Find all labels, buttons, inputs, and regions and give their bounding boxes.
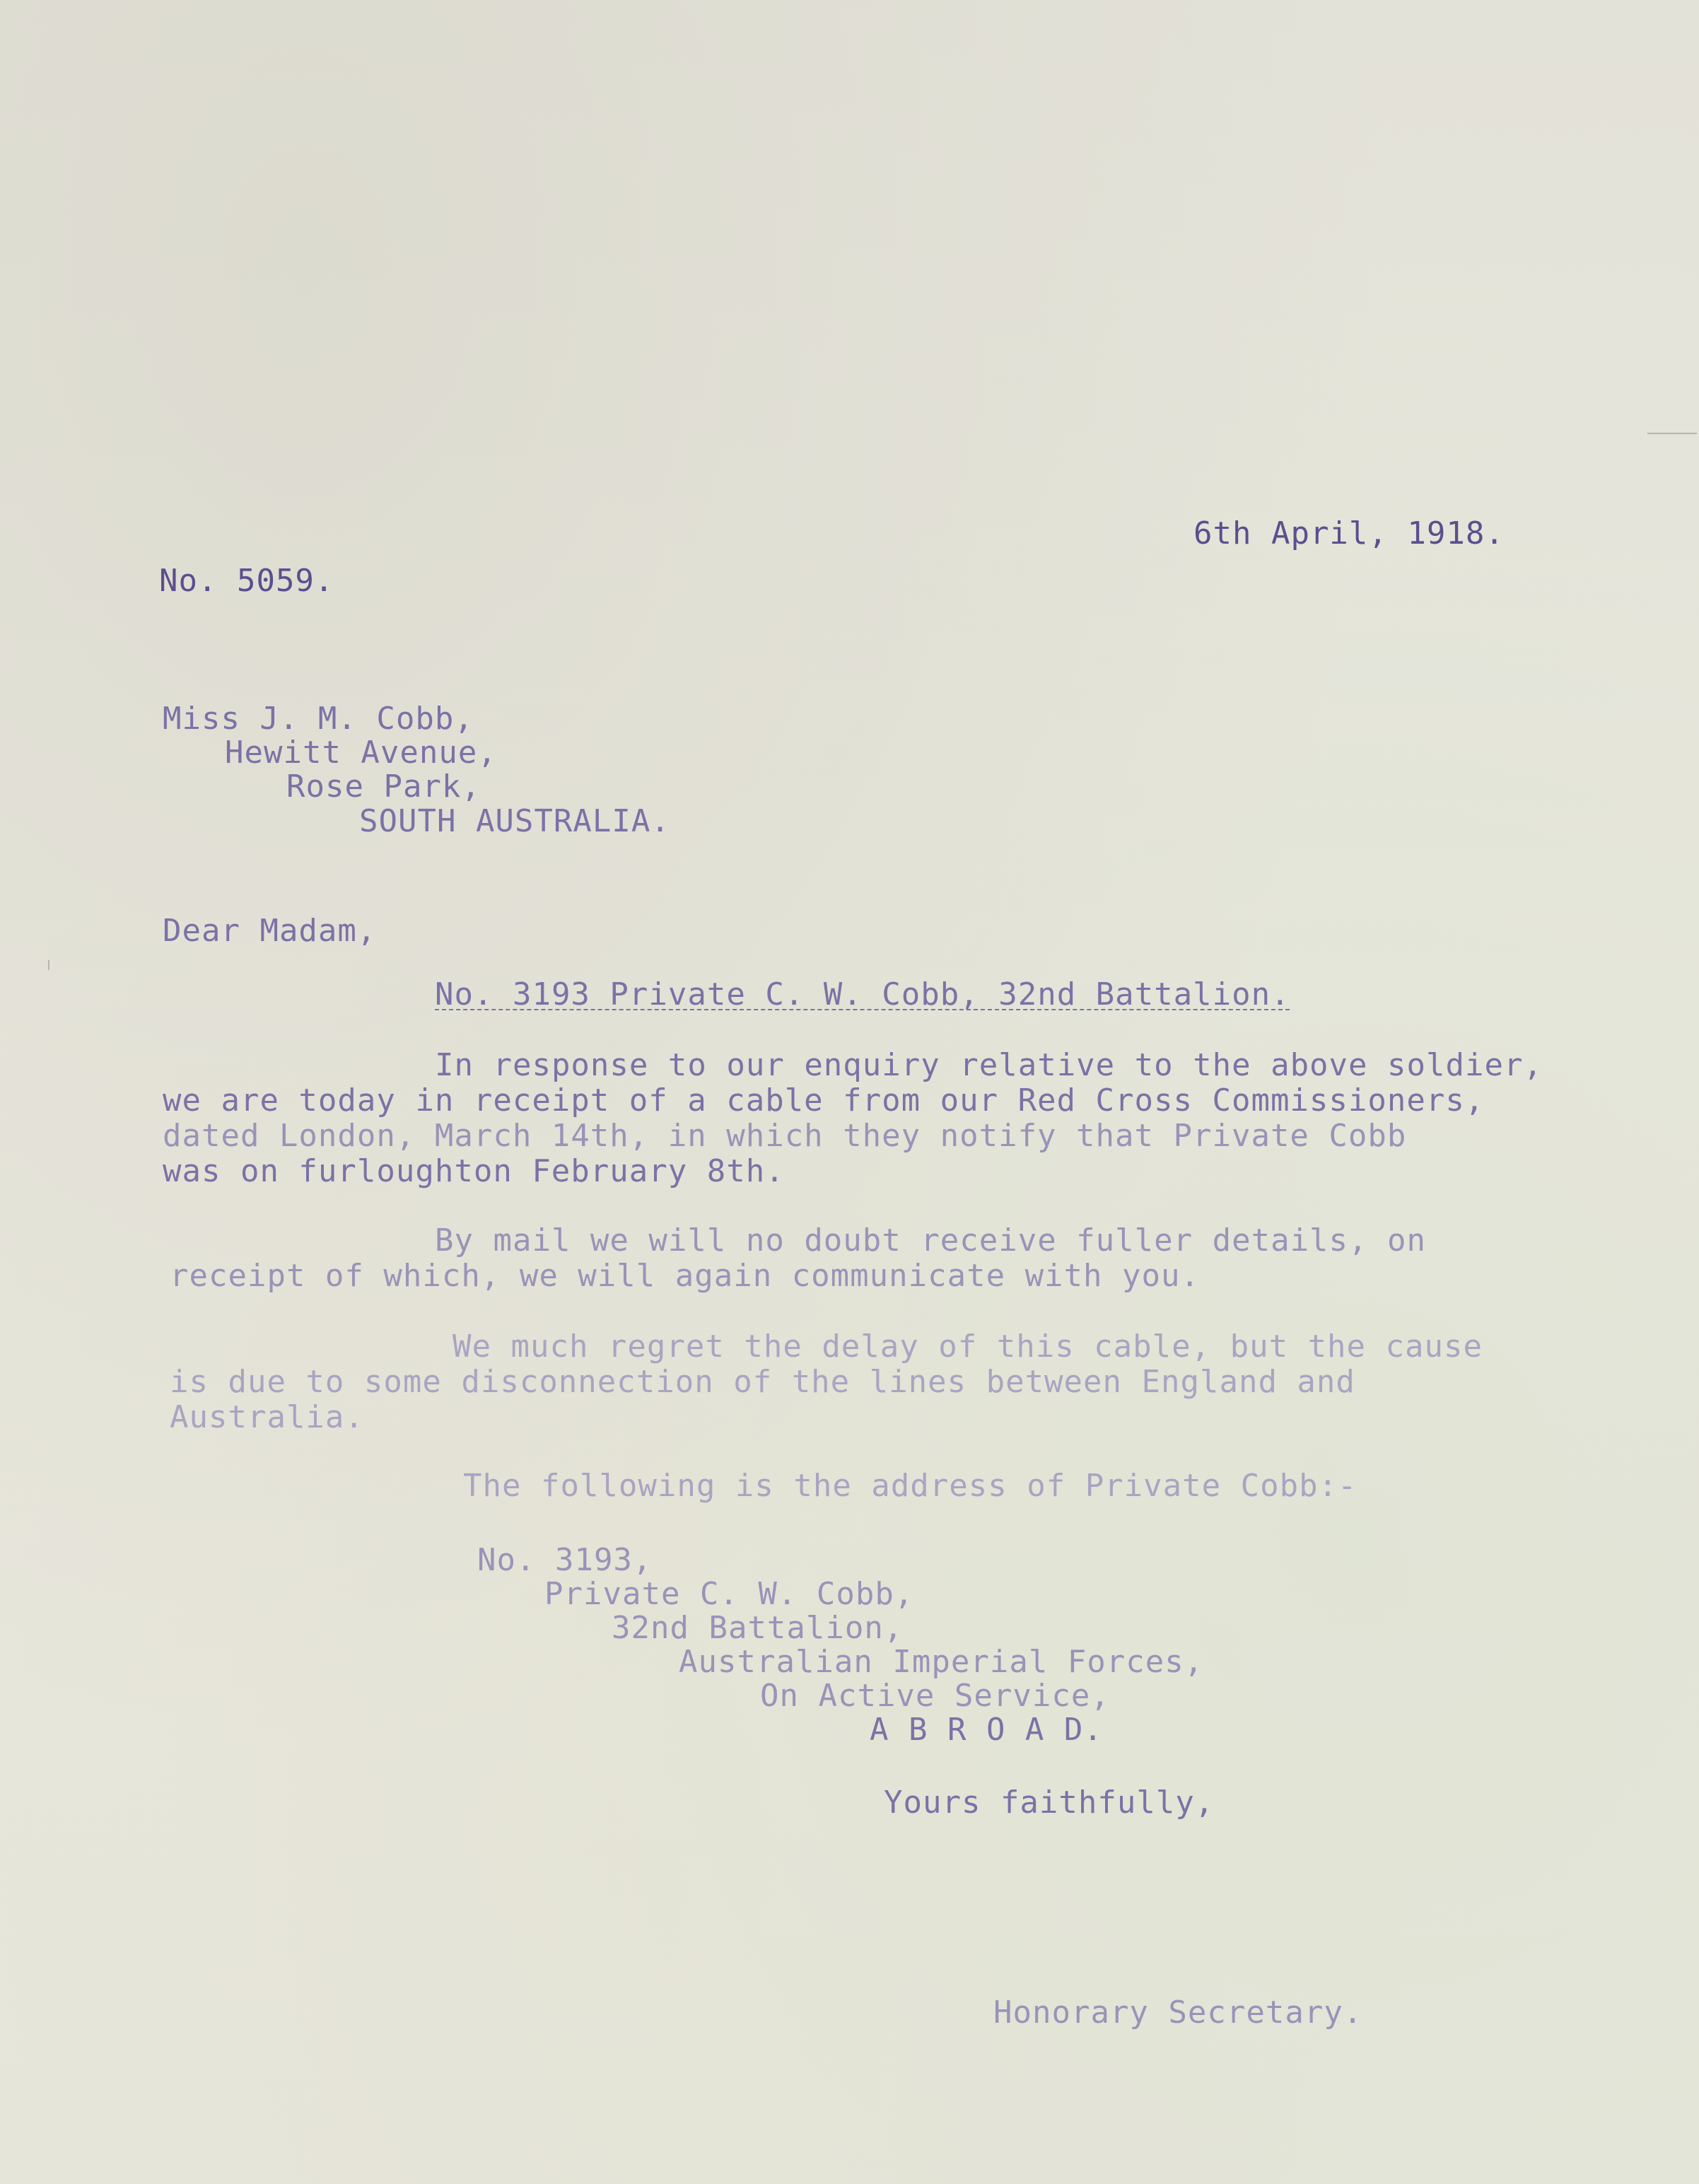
paper-crease-mark [1647,433,1697,434]
recipient-street: Hewitt Avenue, [225,735,497,771]
soldier-address-line-5: On Active Service, [760,1678,1110,1714]
soldier-address-line-1: No. 3193, [477,1542,653,1578]
letter-date: 6th April, 1918. [1193,515,1505,551]
recipient-name: Miss J. M. Cobb, [163,701,474,737]
paragraph-1-line-4: was on furloughton February 8th. [163,1153,785,1189]
reference-number: No. 5059. [159,563,334,599]
paragraph-1-line-3: dated London, March 14th, in which they notify that Private Cobb [163,1118,1407,1154]
closing: Yours faithfully, [884,1785,1215,1821]
paragraph-2-line-2: receipt of which, we will again communicate with you. [170,1258,1200,1294]
recipient-state: SOUTH AUSTRALIA. [359,803,670,839]
soldier-address-line-2: Private C. W. Cobb, [544,1576,914,1612]
soldier-address-line-6: A B R O A D. [870,1712,1103,1748]
paragraph-3-line-1: We much regret the delay of this cable, but the cause [453,1328,1483,1365]
salutation: Dear Madam, [163,913,377,949]
signatory-title: Honorary Secretary. [993,1995,1363,2031]
paragraph-1-line-2: we are today in receipt of a cable from our Red Cross Commissioners, [163,1082,1485,1119]
recipient-suburb: Rose Park, [286,769,481,805]
soldier-address-line-3: 32nd Battalion, [612,1610,904,1646]
paragraph-3-line-3: Australia. [170,1399,364,1435]
paragraph-1-line-1: In response to our enquiry relative to the above soldier, [435,1047,1543,1083]
paragraph-2-line-1: By mail we will no doubt receive fuller details, on [435,1222,1427,1259]
paragraph-3-line-2: is due to some disconnection of the lines between England and [170,1364,1355,1400]
soldier-address-line-4: Australian Imperial Forces, [679,1644,1204,1680]
subject-line: No. 3193 Private C. W. Cobb, 32nd Battalion. [435,976,1290,1012]
paragraph-4: The following is the address of Private Cobb:- [463,1468,1358,1504]
paper-speck [48,960,49,970]
